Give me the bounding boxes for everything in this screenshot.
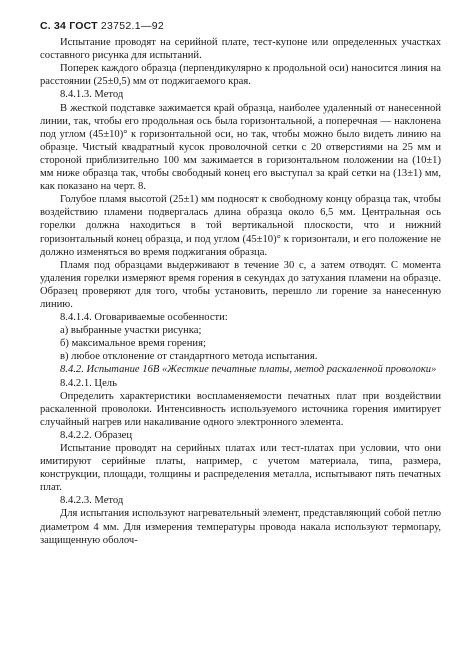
test-heading: 8.4.2. Испытание 16В «Жесткие печатные платы, метод раскаленной проволоки» xyxy=(60,364,437,376)
paragraph: Испытание проводят на серийной плате, тест-купоне или определенных участках составного рисунка для испытаний. xyxy=(40,37,441,62)
page-number-label: С. 34 ГОСТ xyxy=(40,20,98,32)
page-header xyxy=(40,20,441,33)
paragraph: Испытание проводят на серийных платах или тест-платах при условии, что они имитируют серийные платы, например, с учетом материала, типа, размера, конструкции, площади, толщины и распределения металла, испытывают пять печатных плат. xyxy=(40,443,441,494)
section-heading: 8.4.2.2. Образец xyxy=(60,429,133,441)
paragraph: Пламя под образцами выдерживают в течение 30 с, а затем отводят. С момента удаления горелки измеряют время горения в секундах до затухания пламени на образце. Образец проверяют для того, чтобы установить, перешло ли горение за нанесенную линию. xyxy=(40,259,441,310)
list-item: а) выбранные участки рисунка; xyxy=(60,325,202,337)
paragraph: В жесткой подставке зажимается край образца, наиболее удаленный от нанесенной линии, так, чтобы его продольная ось была горизонтальной, а поперечная — наклонена под углом (45±10)° к горизонтальной оси, но так, чтобы можно было видеть линию на образце. Чистый квадратный кусок проволочной сетки с 20 отверстиями на 25 мм и стороной приблизительно 100 мм зажимается в горизонтальном положении на (10±1) мм ниже образца так, чтобы свободный конец его выступал за край сетки на (13±1) мм, как показано на черт. 8. xyxy=(40,102,441,193)
section-heading: 8.4.2.3. Метод xyxy=(60,495,124,507)
paragraph: Поперек каждого образца (перпендикулярно к продольной оси) наносится линия на расстоянии (25±0,5) мм от поджигаемого края. xyxy=(40,63,441,88)
section-heading: 8.4.1.3. Метод xyxy=(60,89,124,101)
section-heading: 8.4.1.4. Оговариваемые особенности: xyxy=(60,312,228,324)
paragraph: Голубое пламя высотой (25±1) мм подносят к свободному концу образца так, чтобы воздействию пламени подвергалась длина образца около 6,5 мм. Центральная ось горелки должна находиться в той вертикальной плоскости, что и нижний горизонтальный конец образца, и под углом (45±10)° к горизонтали, и его положение не должно изменяться во время поджигания образца. xyxy=(40,194,441,258)
section-heading: 8.4.2.1. Цель xyxy=(60,377,117,389)
list-item: в) любое отклонение от стандартного метода испытания. xyxy=(60,351,318,363)
standard-number: 23752.1—92 xyxy=(100,20,164,32)
list-item: б) максимальное время горения; xyxy=(60,338,206,350)
paragraph: Определить характеристики воспламеняемости печатных плат при воздействии раскаленной проволоки. Интенсивность используемого источника горения имитирует случайный нагрев или накаливание одного электронного элемента. xyxy=(40,390,441,428)
paragraph: Для испытания используют нагревательный элемент, представляющий собой петлю диаметром 4 мм. Для измерения температуры провода накала используют термопару, защищенную оболоч- xyxy=(40,508,441,546)
feature-list xyxy=(40,324,441,363)
